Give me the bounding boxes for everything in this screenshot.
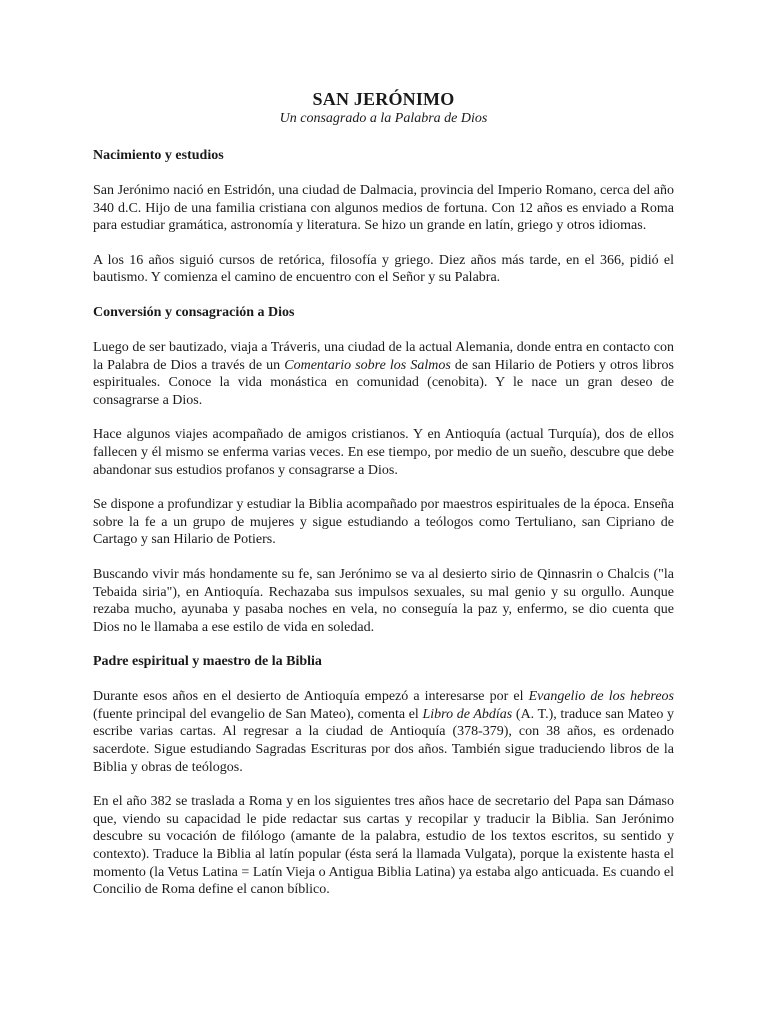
- section: [93, 304, 674, 636]
- paragraph: [93, 688, 674, 776]
- section-heading: Nacimiento y estudios: [93, 148, 224, 163]
- paragraph: [93, 496, 674, 549]
- paragraph-text: A los 16 años siguió cursos de retórica, filosofía y griego. Diez años más tarde, en el 366, pidió el bautismo. Y comienza el camino de encuentro con el Señor y su Palabra.: [93, 252, 674, 286]
- paragraph-text: Hace algunos viajes acompañado de amigos cristianos. Y en Antioquía (actual Turquía), dos de ellos fallecen y él mismo se enferma varias veces. En ese tiempo, por medio de un sueño, descubre que debe abandonar sus estudios profanos y consagrarse a Dios.: [93, 427, 674, 478]
- document-title: SAN JERÓNIMO: [312, 89, 455, 109]
- paragraph: [93, 339, 674, 409]
- paragraph-text: (A. T.), traduce san Mateo y escribe varias cartas. Al regresar a la ciudad de Antioquía (378-379), con 38 años, es ordenado sacerdote. Sigue estudiando Sagradas Escrituras por dos años. También sigue traduciendo libros de la Biblia y obras de teólogos.: [93, 706, 674, 775]
- paragraph: [93, 252, 674, 287]
- paragraph: [93, 182, 674, 235]
- paragraph-text: San Jerónimo nació en Estridón, una ciudad de Dalmacia, provincia del Imperio Romano, cerca del año 340 d.C. Hijo de una familia cristiana con algunos medios de fortuna. Con 12 años es enviado a Roma para estudiar gramática, astronomía y literatura. Se hizo un grande en latín, griego y otros idiomas.: [93, 183, 674, 234]
- paragraph-text: Buscando vivir más hondamente su fe, san Jerónimo se va al desierto sirio de Qinnasrin o Chalcis ("la Tebaida siria"), en Antioquía. Rechazaba sus impulsos sexuales, su mal genio y su orgullo. Aunque rezaba mucho, ayunaba y pasaba noches en vela, no conseguía la paz y, enfermo, se dio cuenta que Dios no le llamaba a ese estilo de vida en soledad.: [93, 566, 674, 635]
- paragraph-text: (fuente principal del evangelio de San Mateo), comenta el: [93, 706, 423, 722]
- italic-title-text: Evangelio de los hebreos: [528, 689, 674, 705]
- paragraph-text: En el año 382 se traslada a Roma y en los siguientes tres años hace de secretario del Papa san Dámaso que, viendo su capacidad le pide redactar sus cartas y recopilar y traducir la Biblia. San Jerónimo descubre su vocación de filólogo (amante de la palabra, estudio de los textos escritos, su sentido y contexto). Traduce la Biblia al latín popular (ésta será la llamada Vulgata), porque la existente hasta el momento (la Vetus Latina = Latín Vieja o Antigua Biblia Latina) ya estaba algo anticuada. Es cuando el Concilio de Roma define el canon bíblico.: [93, 794, 674, 898]
- paragraph: [93, 426, 674, 479]
- section: [93, 147, 674, 287]
- paragraph-text: Se dispone a profundizar y estudiar la Biblia acompañado por maestros espirituales de la época. Enseña sobre la fe a un grupo de mujeres y sigue estudiando a teólogos como Tertuliano, san Cipriano de Cartago y san Hilario de Potiers.: [93, 497, 674, 548]
- document-subtitle: Un consagrado a la Palabra de Dios: [279, 111, 488, 126]
- document-page: [93, 88, 674, 916]
- document-body: [93, 147, 674, 899]
- section: [93, 653, 674, 899]
- paragraph-text: Luego de ser bautizado, viaja a Tráveris, una ciudad de la actual Alemania, donde entra en contacto con la Palabra de Dios a través de un: [93, 339, 674, 373]
- paragraph: [93, 566, 674, 636]
- italic-title-text: Libro de Abdías: [422, 706, 513, 722]
- section-heading: Padre espiritual y maestro de la Biblia: [93, 654, 322, 670]
- paragraph-text: de san Hilario de Potiers y otros libros espirituales. Conoce la vida monástica en comunidad (cenobita). Y le nace un gran deseo de consagrarse a Dios.: [93, 357, 674, 408]
- section-heading: Conversión y consagración a Dios: [93, 304, 295, 320]
- paragraph: [93, 793, 674, 899]
- italic-title-text: Comentario sobre los Salmos: [284, 357, 451, 373]
- paragraph-text: Durante esos años en el desierto de Antioquía empezó a interesarse por el: [93, 689, 529, 705]
